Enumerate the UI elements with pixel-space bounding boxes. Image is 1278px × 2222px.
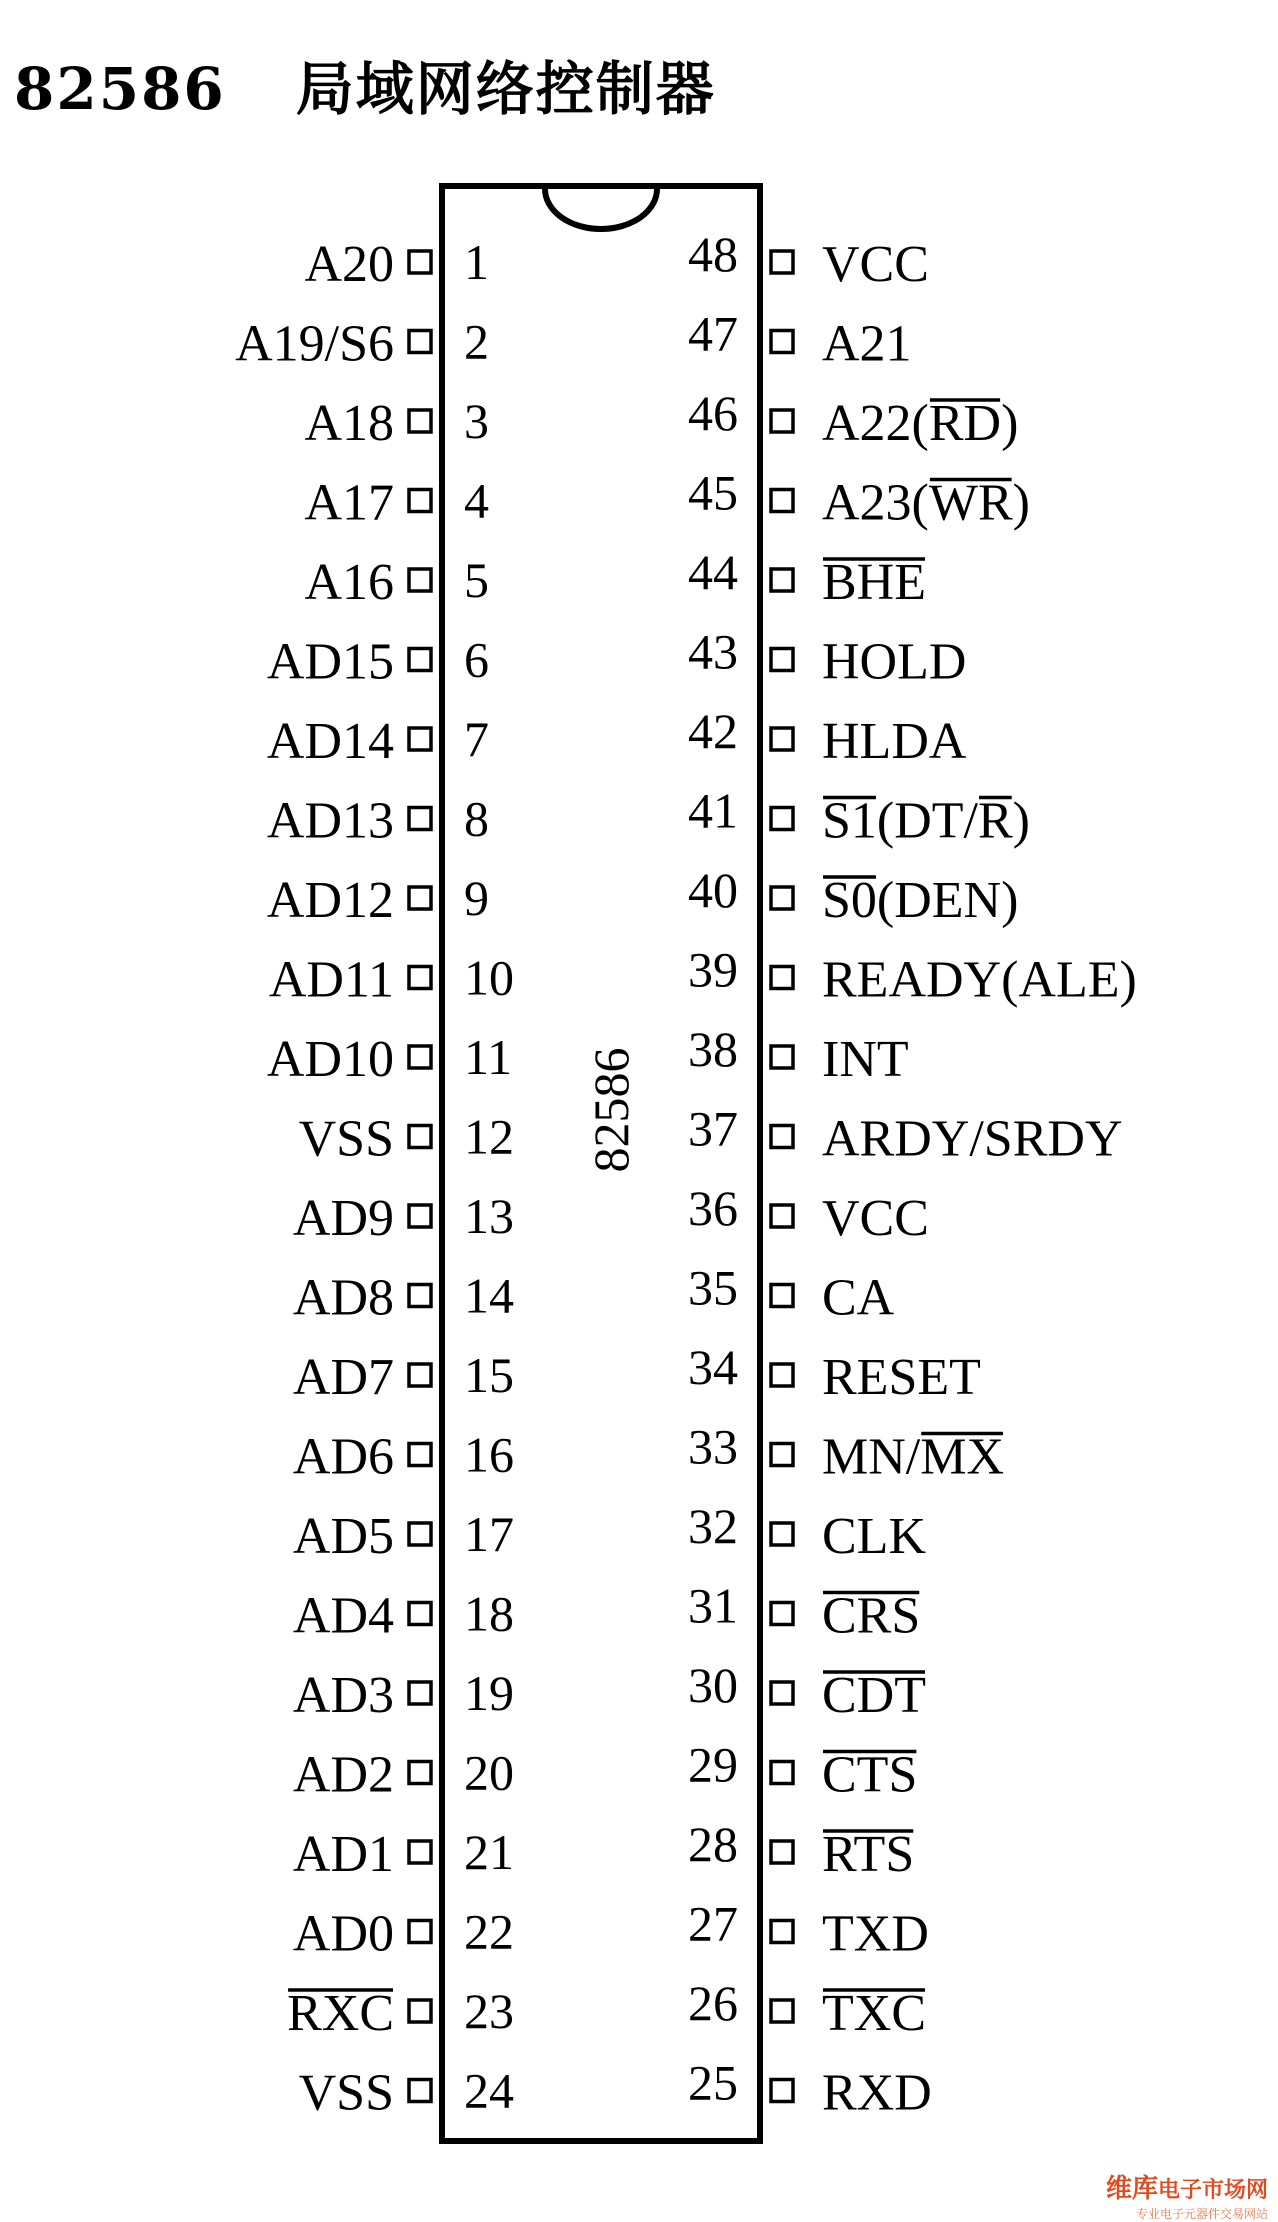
left-pin-number: 23 <box>464 1983 514 2039</box>
right-pin-name: CTS <box>822 1746 918 1804</box>
left-pin-number: 11 <box>464 1029 513 1085</box>
right-pin-name: A23(WR) <box>822 474 1030 532</box>
right-pin-number: 37 <box>688 1100 738 1157</box>
right-pin-name: A22(RD) <box>822 395 1019 452</box>
right-pin-name: HLDA <box>822 713 967 770</box>
left-pin-number: 6 <box>464 631 489 688</box>
left-pin <box>293 1665 514 1724</box>
right-pin-number: 29 <box>688 1736 738 1793</box>
right-pin-number: 32 <box>688 1498 738 1554</box>
right-pin-name: HOLD <box>822 633 967 691</box>
pin-box <box>409 331 431 353</box>
left-pin-number: 9 <box>464 870 489 926</box>
pin-box <box>771 1762 793 1784</box>
left-pin <box>293 1586 514 1645</box>
chip-body-label: 82586 <box>583 1047 639 1173</box>
pin-box <box>409 410 431 432</box>
right-pin-number: 47 <box>688 305 738 362</box>
right-pin-number: 38 <box>688 1021 738 1077</box>
watermark-tagline: 电子市场网 <box>1157 2178 1268 2203</box>
right-pin-name: READY(ALE) <box>822 951 1137 1009</box>
watermark-logo: 维库 <box>1105 2174 1158 2204</box>
right-pin-number: 30 <box>688 1657 738 1713</box>
pin-box <box>771 490 793 512</box>
left-pin-name: A18 <box>304 395 394 452</box>
part-description: 局域网络控制器 <box>295 55 716 123</box>
left-pin-number: 17 <box>464 1506 514 1562</box>
left-pin <box>293 1745 514 1804</box>
left-pin-name: A16 <box>304 554 394 611</box>
left-pin-name: AD8 <box>292 1269 394 1327</box>
pin-box <box>771 1205 793 1227</box>
left-pin-number: 21 <box>464 1824 514 1880</box>
right-pin-number: 26 <box>688 1975 738 2031</box>
pin-box <box>771 1523 793 1545</box>
right-pin-name: TXC <box>822 1985 926 2042</box>
right-pin-number: 33 <box>688 1418 738 1475</box>
right-pin-name: BHE <box>822 554 926 611</box>
left-pin <box>269 950 514 1009</box>
right-pin-name: INT <box>822 1031 909 1088</box>
pin-box <box>409 1126 431 1148</box>
left-pin-name: AD12 <box>266 872 394 929</box>
left-pin-number: 24 <box>464 2062 514 2119</box>
left-pin-name: AD9 <box>292 1190 394 1247</box>
left-pin <box>293 1904 514 1963</box>
right-pin-number: 36 <box>688 1180 738 1236</box>
right-pin-name: RXD <box>822 2064 932 2122</box>
right-pin-name: RESET <box>822 1349 981 1406</box>
left-pin-name: AD10 <box>266 1031 394 1088</box>
left-pin-name: AD7 <box>292 1349 394 1406</box>
left-pin <box>267 1029 512 1088</box>
watermark-subline: 专业电子元器件交易网站 <box>1135 2207 1268 2221</box>
left-pin-number: 5 <box>464 552 489 608</box>
pin-box <box>409 251 431 273</box>
left-pin-number: 14 <box>464 1267 514 1324</box>
left-pin-number: 2 <box>464 313 489 370</box>
left-pin-name: AD0 <box>292 1905 394 1963</box>
right-pin-name: CLK <box>822 1508 926 1565</box>
pin-box <box>771 1841 793 1863</box>
pin-box <box>771 1444 793 1466</box>
left-pin-name: AD13 <box>266 792 394 850</box>
left-pin-number: 16 <box>464 1426 514 1483</box>
left-pin <box>293 1824 514 1883</box>
right-pin-number: 43 <box>688 623 738 680</box>
pin-box <box>409 1841 431 1863</box>
pin-box <box>409 2000 431 2022</box>
pin-box <box>409 808 431 830</box>
pin-box <box>409 1762 431 1784</box>
pin-box <box>409 1285 431 1307</box>
left-pin-name: AD4 <box>292 1587 394 1645</box>
pin-box <box>771 251 793 273</box>
left-pin-name: AD15 <box>266 633 394 691</box>
left-pin-number: 22 <box>464 1903 514 1960</box>
left-pin-number: 13 <box>464 1188 514 1244</box>
left-pin-number: 18 <box>464 1585 514 1642</box>
left-pin <box>293 1188 514 1247</box>
right-pin-number: 45 <box>688 464 738 521</box>
left-pin-name: A19/S6 <box>235 315 394 373</box>
pin-box <box>409 887 431 909</box>
right-pin-number: 31 <box>688 1577 738 1634</box>
pin-box <box>409 1921 431 1943</box>
left-pin-name: AD2 <box>292 1746 394 1804</box>
right-pin-number: 46 <box>688 385 738 441</box>
left-pin-name: AD14 <box>266 713 394 770</box>
right-pin-number: 42 <box>688 703 738 759</box>
left-pin <box>293 1347 514 1406</box>
left-pin <box>299 1109 514 1168</box>
left-pin-number: 4 <box>464 472 489 529</box>
pin-box <box>771 808 793 830</box>
left-pin <box>287 1983 514 2042</box>
right-pin-name: CDT <box>822 1667 926 1724</box>
pin-box <box>771 1921 793 1943</box>
left-pin-number: 7 <box>464 711 489 767</box>
left-pin-number: 3 <box>464 393 489 449</box>
left-pin-number: 20 <box>464 1744 514 1801</box>
pin-box <box>409 1046 431 1068</box>
pin-box <box>409 2080 431 2102</box>
right-pin-number: 41 <box>688 782 738 839</box>
part-number: 82586 <box>14 55 226 123</box>
pin-box <box>771 1364 793 1386</box>
left-pin-name: AD5 <box>292 1508 394 1565</box>
left-pin-name: AD1 <box>292 1826 394 1883</box>
right-pin-name: ARDY/SRDY <box>822 1110 1123 1168</box>
pin-box <box>771 331 793 353</box>
right-pin-name: VCC <box>822 1190 929 1247</box>
pin-box <box>409 1682 431 1704</box>
left-pin-name: AD11 <box>268 951 394 1009</box>
pin-box <box>771 1126 793 1148</box>
pin-box <box>771 649 793 671</box>
right-pin-name: VCC <box>822 236 929 293</box>
pin-box <box>409 967 431 989</box>
left-pin-number: 1 <box>464 234 489 290</box>
right-pin-number: 40 <box>688 862 738 918</box>
left-pin-name: A20 <box>304 236 394 293</box>
left-pin-number: 15 <box>464 1347 514 1403</box>
right-pin-name: A21 <box>822 315 912 373</box>
pin-box <box>409 1523 431 1545</box>
left-pin-number: 19 <box>464 1665 514 1721</box>
right-pin-name: S0(DEN) <box>822 872 1019 929</box>
pin-box <box>409 569 431 591</box>
right-pin-number: 44 <box>688 544 738 600</box>
left-pin <box>293 1268 514 1327</box>
right-pin-number: 25 <box>688 2054 738 2111</box>
pin-box <box>771 1285 793 1307</box>
left-pin-number: 10 <box>464 949 514 1006</box>
pin-box <box>771 1046 793 1068</box>
right-pin-number: 34 <box>688 1339 738 1395</box>
pin-box <box>771 2080 793 2102</box>
pin-box <box>771 967 793 989</box>
pin-box <box>409 490 431 512</box>
right-pin-number: 48 <box>688 226 738 282</box>
pin-box <box>409 1603 431 1625</box>
pin-box <box>409 728 431 750</box>
right-pin-number: 27 <box>688 1895 738 1952</box>
right-pin-name: CRS <box>822 1587 921 1645</box>
pin-box <box>409 1444 431 1466</box>
left-pin <box>299 2063 514 2122</box>
right-pin-name: MN/MX <box>822 1428 1005 1486</box>
right-pin-name: TXD <box>822 1905 929 1963</box>
right-pin-number: 35 <box>688 1259 738 1316</box>
pin-box <box>771 569 793 591</box>
left-pin-name: AD6 <box>292 1428 394 1486</box>
pin-box <box>409 1364 431 1386</box>
pin-box <box>771 1682 793 1704</box>
pin-box <box>771 2000 793 2022</box>
left-pin-name: AD3 <box>292 1667 394 1724</box>
left-pin-number: 8 <box>464 790 489 847</box>
right-pin-name: S1(DT/R) <box>822 792 1030 850</box>
left-pin <box>293 1427 514 1486</box>
left-pin-name: A17 <box>304 474 394 532</box>
left-pin-number: 12 <box>464 1108 514 1165</box>
right-pin-number: 28 <box>688 1816 738 1872</box>
right-pin-name: CA <box>822 1269 895 1327</box>
pin-box <box>771 728 793 750</box>
left-pin-name: VSS <box>298 1110 394 1168</box>
pin-box <box>771 1603 793 1625</box>
left-pin-name: RXC <box>287 1985 394 2042</box>
left-pin-name: VSS <box>298 2064 394 2122</box>
right-pin-name: RTS <box>822 1826 915 1883</box>
pin-box <box>771 410 793 432</box>
right-pin-number: 39 <box>688 941 738 998</box>
pin-box <box>409 649 431 671</box>
pin-box <box>409 1205 431 1227</box>
left-pin <box>293 1506 514 1565</box>
pin-box <box>771 887 793 909</box>
